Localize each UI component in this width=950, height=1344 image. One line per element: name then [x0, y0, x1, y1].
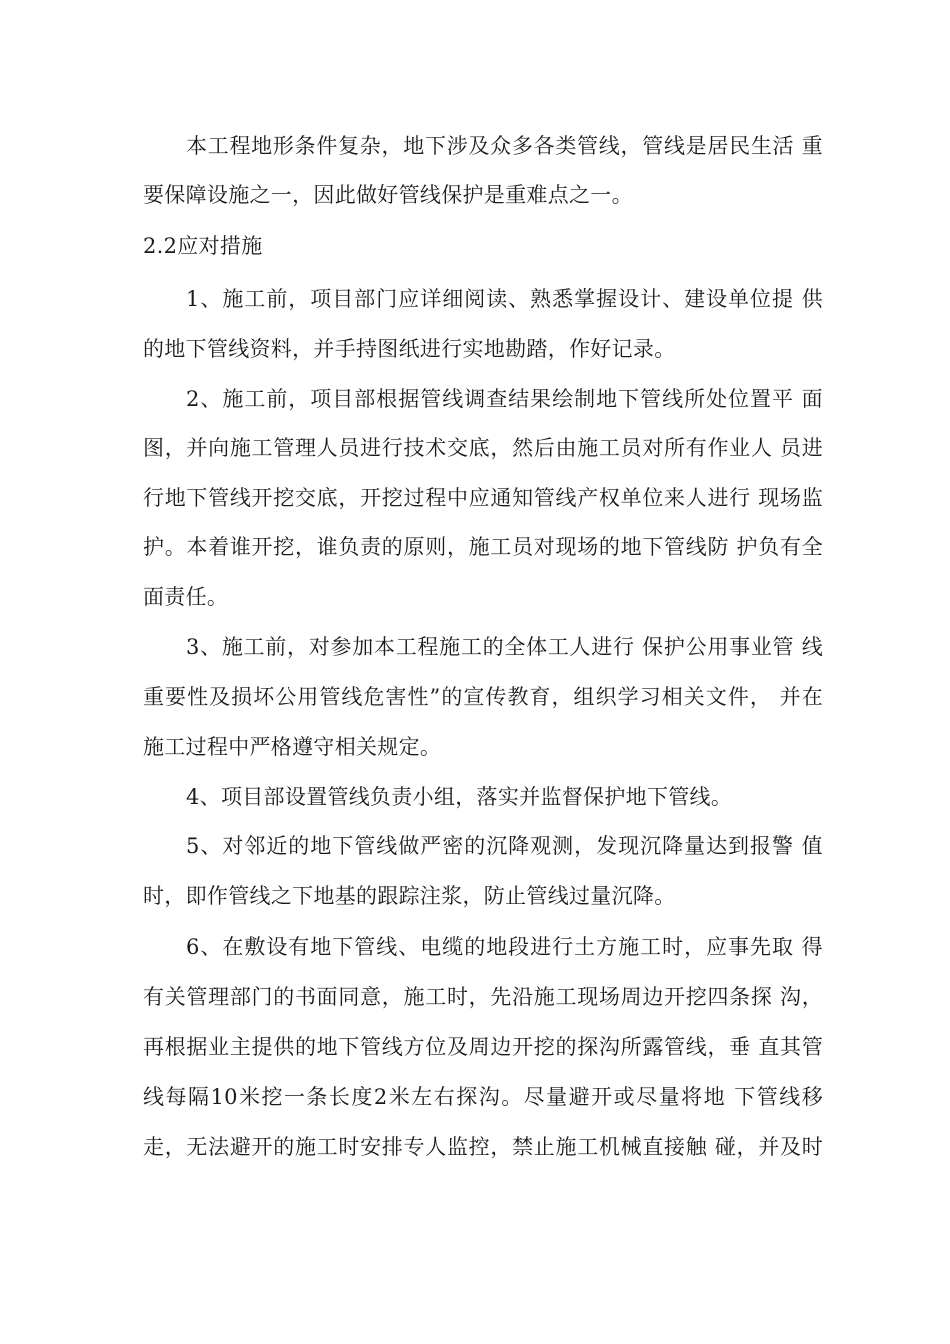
- item-3-line-2: 重要性及损坏公用管线危害性”的宣传教育，组织学习相关文件， 并在: [143, 685, 823, 709]
- item-2-line-5: 面责任。: [143, 585, 229, 609]
- item-4-line-1: 4、项目部设置管线负责小组，落实并监督保护地下管线。: [186, 785, 733, 809]
- item-6-line-3: 再根据业主提供的地下管线方位及周边开挖的探沟所露管线，垂 直其管: [143, 1035, 823, 1059]
- item-5-line-1: 5、对邻近的地下管线做严密的沉降观测，发现沉降量达到报警 值: [186, 834, 823, 858]
- item-3-line-1: 3、施工前，对参加本工程施工的全体工人进行 保护公用事业管 线: [186, 635, 823, 659]
- item-2-line-1: 2、施工前，项目部根据管线调查结果绘制地下管线所处位置平 面: [186, 387, 823, 411]
- item-6-line-2: 有关管理部门的书面同意，施工时，先沿施工现场周边开挖四条探 沟，: [143, 985, 823, 1009]
- item-2-line-4: 护。本着谁开挖，谁负责的原则，施工员对现场的地下管线防 护负有全: [143, 535, 823, 559]
- item-1-line-1: 1、施工前，项目部门应详细阅读、熟悉掌握设计、建设单位提 供: [186, 287, 823, 311]
- item-5-line-2: 时，即作管线之下地基的跟踪注浆，防止管线过量沉降。: [143, 884, 676, 908]
- item-2-line-2: 图，并向施工管理人员进行技术交底，然后由施工员对所有作业人 员进: [143, 436, 823, 460]
- item-1-line-2: 的地下管线资料，并手持图纸进行实地勘踏，作好记录。: [143, 337, 676, 361]
- item-6-line-1: 6、在敷设有地下管线、电缆的地段进行土方施工时，应事先取 得: [186, 935, 823, 959]
- item-6-line-5: 走，无法避开的施工时安排专人监控，禁止施工机械直接触 碰，并及时: [143, 1135, 823, 1159]
- item-2-line-3: 行地下管线开挖交底，开挖过程中应通知管线产权单位来人进行 现场监: [143, 486, 823, 510]
- section-heading: 2.2应对措施: [143, 234, 263, 258]
- item-3-line-3: 施工过程中严格遵守相关规定。: [143, 735, 442, 759]
- paragraph-intro-line-1: 本工程地形条件复杂，地下涉及众多各类管线，管线是居民生活 重: [186, 134, 823, 158]
- paragraph-intro-line-2: 要保障设施之一，因此做好管线保护是重难点之一。: [143, 183, 633, 207]
- item-6-line-4: 线每隔10米挖一条长度2米左右探沟。尽量避开或尽量将地 下管线移: [143, 1085, 823, 1109]
